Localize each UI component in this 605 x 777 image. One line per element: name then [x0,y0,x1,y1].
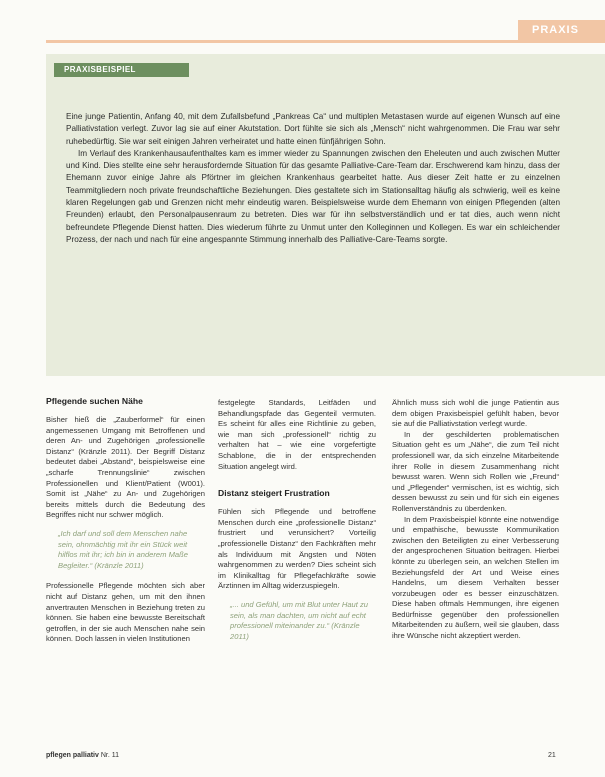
body-paragraph: Bisher hieß die „Zauberformel“ für einen angemessenen Umgang mit Betroffenen und deren An- und Zugehörigen „professionelle Distanz“ (Kränzle 2011). Der Begriff Distanz bedeutet dabei „Abstand“, beispielsweise eine „scharfe Trennungslinie“ zwischen Professionellen und Klient/Patient (W001). Somit ist „Nähe“ zu An- und Zugehörigen bereits mittels durch die Bedeutung des Begriffes nicht nur schwer möglich. [46,415,205,520]
header-rule [46,40,605,43]
body-paragraph: In der geschilderten problematischen Situation geht es um „Nähe“, die zum Teil nicht professionell war, da sich einzelne Mitarbeitende ihrer Rolle in diesem Zusammenhang nicht bewusst waren. Wenn sich Rollen wie „Freund“ und „Pflegender“ vermischen, ist es wichtig, sich dessen bewusst zu sein und für sich ein eigenes Rollenverständnis zu überdenken. [392,429,559,513]
pull-quote: „Ich darf und soll dem Menschen nahe sein, ohnmächtig mit ihr ein Stück weit hilflos mit ihr; ich bin in anderem Maße Begleiter.“ (Kränzle 2011) [58,528,188,570]
body-paragraph: Fühlen sich Pflegende und betroffene Menschen durch eine „professionelle Distanz“ frustriert und verunsichert? Vorteilig „professionelle Distanz“ den Fachkräften mehr als Individuum mit Ängsten und Nöten wahrgenommen zu werden? Dies scheint sich im Klinikalltag für Pflegefachkräfte sowie Ärztinnen im Alltag widerzuspiegeln. [218,507,376,591]
body-paragraph: Professionelle Pflegende möchten sich aber nicht auf Distanz gehen, um mit den ihnen anvertrauten Menschen in Beziehung treten zu können. Sie haben eine bewusste Bereitschaft getroffen, in der sie auch Menschen nahe sein können. Doch lassen in vielen Institutionen [46,581,205,644]
body-paragraph: In dem Praxisbeispiel könnte eine notwendige und empathische, bewusste Kommunikation zwischen den Beteiligten zu einer Verbesserung der angesprochenen Situation beitragen. Hierbei könnte zu überlegen sein, an welchen Stellen im Beziehungsfeld der Art und Weise eines Handelns, um diesem Verhalten besser vorzubeugen oder es besser einzuschätzen. Diese haben oftmals Hemmungen, ihre eigenen Bedürfnisse gegenüber den professionellen Mitarbeitenden zu äußern, weil sie glauben, dass ihre Wünsche nicht akzeptiert werden. [392,514,559,641]
column-left [46,396,205,645]
column-right [392,398,559,642]
practice-example-paragraph: Im Verlauf des Krankenhausaufenthaltes kam es immer wieder zu Spannungen zwischen den Eheleuten und auch zwischen Mutter und Kind. Dies stellte eine sehr herausfordernde Situation für das gesamte Palliative-Care-Team dar. Erschwerend kam hinzu, dass der Ehemann zuvor einige Jahre als Pförtner im gleichen Krankenhaus gearbeitet hatte. Aus dieser Zeit hatte er zu einzelnen Teammitgliedern noch private freundschaftliche Beziehungen. Dies gestaltete sich im Stationsalltag häufig als schwierig, weil es keine klaren Regelungen gab und Grenzen nicht mehr eindeutig waren. Beispielsweise wurde dem Ehemann von einigen Pflegenden (alten Freunden) erlaubt, den Personalpausenraum zu betreten. Dies war für ihn selbstverständlich und er tat dies, auch wenn nicht befreundete Pflegende Dienst hatten. Dies wiederum führte zu Unmut unter den Kolleginnen und Kollegen. Es war ein schleichender Prozess, der nach und nach für eine angespannte Stimmung innerhalb des Palliative-Care-Teams sorgte. [66,148,560,244]
practice-example-label: PRAXISBEISPIEL [54,63,189,77]
body-paragraph: festgelegte Standards, Leitfäden und Behandlungspfade das Gegenteil vermuten. Es scheint für alles eine Richtlinie zu geben, wie man sich „professionell“ richtig zu verhalten hat – wie eine vorgefertigte Schablone, die in der entsprechenden Situation angelegt wird. [218,398,376,471]
journal-name: pflegen palliativ [46,752,99,759]
footer-journal [46,752,119,759]
section-label: PRAXIS [532,24,579,36]
issue-number: Nr. 11 [100,752,120,759]
section-heading: Pflegende suchen Nähe [46,396,143,406]
practice-example-text [66,111,560,246]
section-tab [518,20,605,40]
pull-quote: „... und Gefühl, um mit Blut unter Haut zu sein, als man dachten, um nicht auf echt professionell miteinander zu.“ (Kränzle 2011) [230,599,369,641]
column-middle [218,398,376,652]
section-heading: Distanz steigert Frustration [218,488,330,499]
body-paragraph: Ähnlich muss sich wohl die junge Patientin aus dem obigen Praxisbeispiel gefühlt haben, bevor sie auf die Palliativstation verlegt wurde. [392,398,559,429]
practice-example-paragraph: Eine junge Patientin, Anfang 40, mit dem Zufallsbefund „Pankreas Ca“ und multiplen Metastasen wurde auf eigenen Wunsch auf eine Palliativstation verlegt. Zuvor lag sie auf einer Akutstation. Dort fühlte sie sich als „Mensch“ nicht wahrgenommen. Die Frau war sehr ruhebedürftig. Sie war seit einigen Jahren verheiratet und hatte einen fünfjährigen Sohn. [66,112,560,146]
page-number: 21 [548,752,556,759]
